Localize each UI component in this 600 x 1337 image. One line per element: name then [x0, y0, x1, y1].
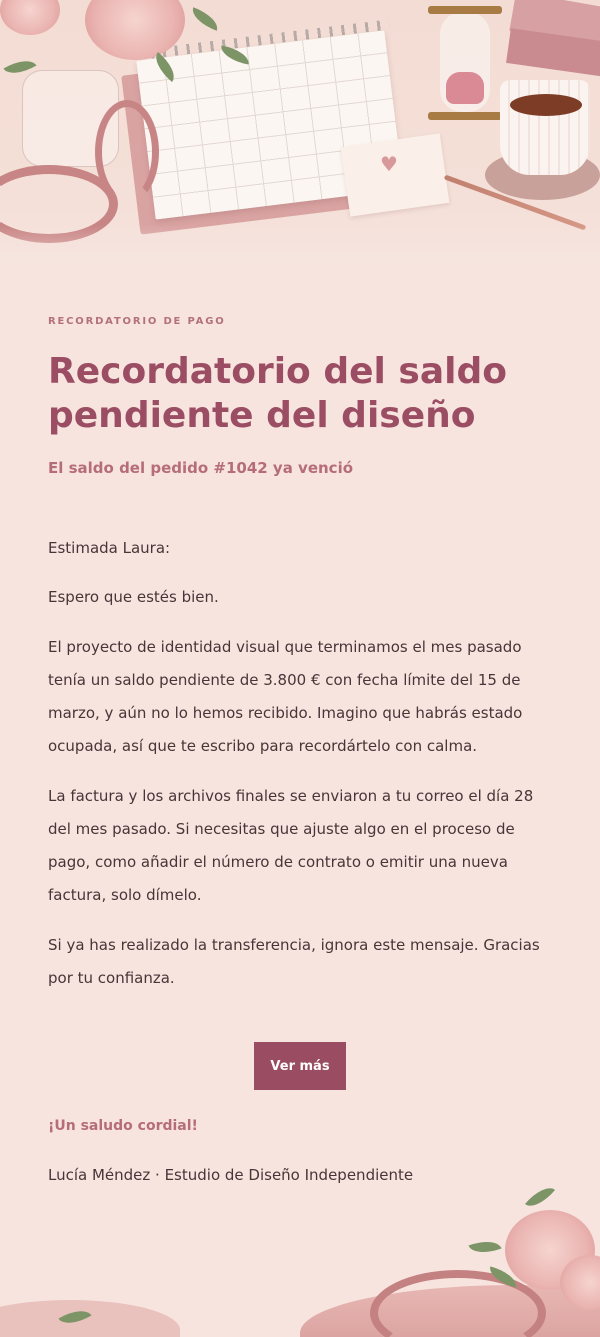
- hourglass-base: [428, 112, 502, 120]
- greeting: Estimada Laura:: [48, 539, 171, 557]
- body-paragraph: La factura y los archivos finales se enviaron a tu correo el día 28 del mes pasado. Si necesitas que ajuste algo en el proceso de pago, como añadir el número de contrato o emitir una nueva factura, solo dímelo.: [48, 787, 534, 904]
- hourglass-top: [428, 6, 502, 14]
- header-fade: [0, 225, 600, 285]
- body-paragraph: Si ya has realizado la transferencia, ignora este mensaje. Gracias por tu confianza.: [48, 936, 540, 987]
- header-illustration: [0, 0, 600, 285]
- heart-icon: ♥: [380, 152, 398, 176]
- flower-icon: [0, 0, 60, 35]
- body-paragraph: Espero que estés bien.: [48, 588, 219, 606]
- signature: Lucía Méndez · Estudio de Diseño Independiente: [48, 1166, 414, 1184]
- eyebrow-label: RECORDATORIO DE PAGO: [48, 316, 226, 327]
- fabric-illustration: [0, 1300, 180, 1337]
- see-more-button[interactable]: Ver más: [254, 1042, 346, 1090]
- email-title: Recordatorio del saldo pendiente del diseño: [48, 351, 507, 436]
- ribbon-illustration: [95, 100, 159, 204]
- coffee-surface: [510, 94, 582, 116]
- leaf-icon: [525, 1181, 555, 1213]
- leaf-icon: [469, 1235, 502, 1258]
- body-paragraph: El proyecto de identidad visual que terminamos el mes pasado tenía un saldo pendiente de 3.800 € con fecha límite del 15 de marzo, y aún no lo hemos recibido. Imagino que habrás estado ocupada, así que te escribo para recordártelo con calma.: [48, 638, 523, 755]
- footer-illustration: [0, 1160, 600, 1337]
- leaf-icon: [189, 7, 222, 30]
- email-subtitle: El saldo del pedido #1042 ya venció: [48, 459, 354, 477]
- hourglass-sand: [446, 72, 484, 104]
- closing-line: ¡Un saludo cordial!: [48, 1118, 198, 1134]
